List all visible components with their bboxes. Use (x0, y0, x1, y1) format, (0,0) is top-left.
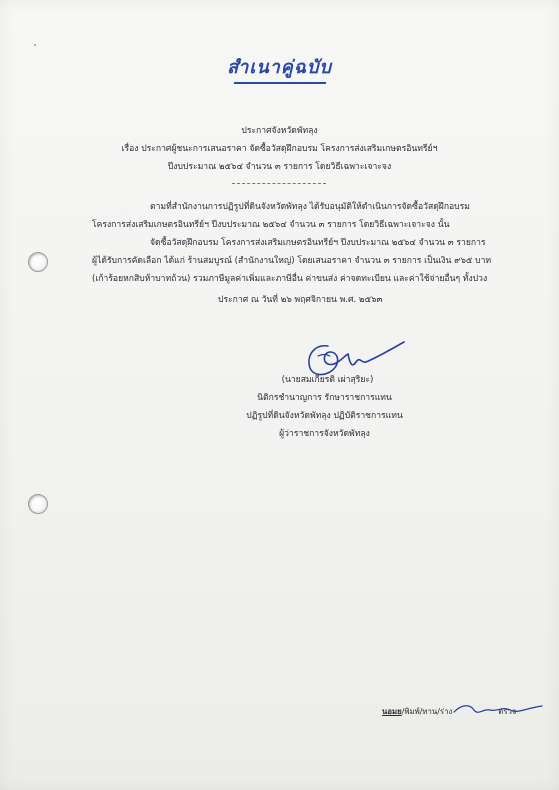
signer-title-2: ปฏิรูปที่ดินจังหวัดพัทลุง ปฏิบัติราชการแทน (246, 411, 403, 421)
signer-title-3: ผู้ว่าราชการจังหวัดพัทลุง (279, 429, 370, 439)
body-paragraph2-line1: จัดซื้อวัสดุฝึกอบรม โครงการส่งเสริมเกษตรอินทรีย์ฯ ปีงบประมาณ ๒๕๖๔ จำนวน ๓ รายการ (150, 238, 486, 248)
body-paragraph1-line2: โครงการส่งเสริมเกษตรอินทรีย์ฯ ปีงบประมาณ ๒๕๖๔ จำนวน ๓ รายการ โดยวิธีเฉพาะเจาะจง นั้น (92, 220, 450, 230)
paper-mark (34, 44, 36, 46)
announcement-fiscal: ปีงบประมาณ ๒๕๖๔ จำนวน ๓ รายการ โดยวิธีเฉพาะเจาะจง (167, 162, 392, 172)
punch-hole-upper (28, 252, 48, 272)
signer-title-1: นิติกรชำนาญการ รักษาราชการแทน (257, 393, 392, 403)
footer-initials-end: ตรวจ (498, 707, 517, 716)
announce-date: ประกาศ ณ วันที่ ๒๖ พฤศจิกายน พ.ศ. ๒๕๖๓ (218, 295, 383, 305)
announcement-org: ประกาศจังหวัดพัทลุง (241, 126, 318, 136)
body-paragraph2-line2: ผู้ได้รับการคัดเลือก ได้แก่ ร้านสมบูรณ์ (สำนักงานใหญ่) โดยเสนอราคา จำนวน ๓ รายการ เป็นเงิน ๙๖๕ บาท (92, 256, 492, 266)
signer-name: (นายสมเกียรติ เผ่าสุริยะ) (281, 375, 374, 385)
footer-initials-bold: นอมย (382, 707, 402, 716)
body-paragraph2-line3: (เก้าร้อยหกสิบห้าบาทถ้วน) รวมภาษีมูลค่าเพิ่มและภาษีอื่น ค่าขนส่ง ค่าจดทะเบียน และค่าใช้จ่ายอื่นๆ ทั้งปวง (92, 274, 488, 284)
header-divider (232, 183, 326, 184)
copy-stamp-underline (233, 82, 326, 84)
body-paragraph1-line1: ตามที่สำนักงานการปฏิรูปที่ดินจังหวัดพัทลุง ได้รับอนุมัติให้ดำเนินการจัดซื้อวัสดุฝึกอบรม (150, 202, 470, 212)
copy-stamp (0, 52, 559, 84)
footer-initials-rest: /พิมพ์/ทาน/ร่าง (401, 707, 453, 716)
copy-stamp-text: สำเนาคู่ฉบับ (227, 57, 332, 78)
footer-scribble-signature (452, 700, 544, 720)
punch-hole-lower (28, 494, 48, 514)
announcement-subject: เรื่อง ประกาศผู้ชนะการเสนอราคา จัดซื้อวัสดุฝึกอบรม โครงการส่งเสริมเกษตรอินทรีย์ฯ (121, 144, 438, 154)
